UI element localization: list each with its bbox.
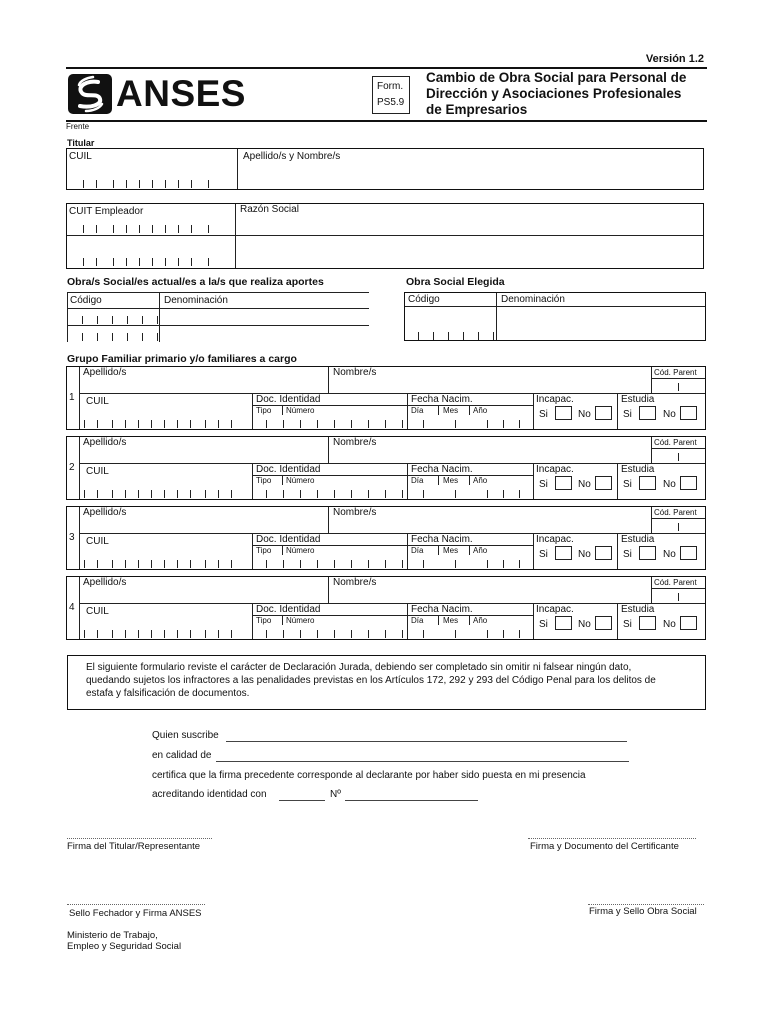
familiar-mes-label: Mes [443,546,459,555]
form-title-line3: de Empresarios [426,102,528,117]
estudia-no-checkbox[interactable] [680,546,697,560]
familiar-cuil-input[interactable] [84,558,232,568]
familiar-apellidos-label: Apellido/s [83,507,127,518]
familiar-numero-label: Número [286,546,315,555]
estudia-no-label: No [663,619,676,630]
familiar-tipo-label: Tipo [256,616,272,625]
familiar-doc-label: Doc. Identidad [256,394,321,405]
ministerio-line1: Ministerio de Trabajo, [67,930,158,941]
familiar-anio-label: Año [473,616,488,625]
familiar-incapac-label: Incapac. [536,604,574,615]
incapac-si-label: Si [539,479,548,490]
familiar-row-number: 2 [69,462,75,473]
form-title-line2: Dirección y Asociaciones Profesionales [426,86,682,101]
cod-parent-input[interactable] [678,523,679,531]
declaracion-box [67,655,706,710]
familiar-cuil-label: CUIL [86,536,109,547]
estudia-si-label: Si [623,409,632,420]
quien-suscribe-field[interactable] [226,741,627,742]
estudia-no-label: No [663,549,676,560]
obra-elegida-heading: Obra Social Elegida [406,276,505,288]
obra-actual-codigo-label: Código [70,295,102,306]
familiar-fecha-label: Fecha Nacim. [411,464,473,475]
familiar-doc-input[interactable] [266,488,403,498]
obra-actual-codigo-input-1[interactable] [82,314,158,324]
familiar-dia-label: Día [411,546,424,555]
familiar-nombres-label: Nombre/s [333,507,377,518]
obra-actual-codigo-input-2[interactable] [82,331,158,341]
firma-titular-label: Firma del Titular/Representante [67,841,201,852]
familiar-fecha-input[interactable] [423,628,520,638]
familiar-cuil-input[interactable] [84,418,232,428]
estudia-no-label: No [663,479,676,490]
titular-heading: Titular [67,138,95,148]
familiar-apellidos-label: Apellido/s [83,437,127,448]
incapac-si-checkbox[interactable] [555,546,572,560]
anses-logo-text: ANSES [116,73,246,114]
familiar-cuil-label: CUIL [86,466,109,477]
familiar-cod-parent-label: Cód. Parent [654,578,697,587]
familiar-mes-label: Mes [443,406,459,415]
familiar-anio-label: Año [473,476,488,485]
cod-parent-input[interactable] [678,453,679,461]
anses-logo-icon [68,74,112,114]
incapac-si-checkbox[interactable] [555,616,572,630]
numero-label: Nº [330,789,341,800]
estudia-no-label: No [663,409,676,420]
incapac-si-label: Si [539,549,548,560]
estudia-no-checkbox[interactable] [680,616,697,630]
cuit-empleador-input[interactable] [83,223,209,233]
familiar-doc-input[interactable] [266,418,403,428]
familiar-cod-parent-label: Cód. Parent [654,438,697,447]
estudia-si-label: Si [623,619,632,630]
estudia-si-checkbox[interactable] [639,616,656,630]
familiar-anio-label: Año [473,546,488,555]
razon-social-label: Razón Social [240,204,299,215]
familiar-fecha-input[interactable] [423,558,520,568]
incapac-si-checkbox[interactable] [555,406,572,420]
familiar-numero-label: Número [286,406,315,415]
familiar-incapac-label: Incapac. [536,464,574,475]
familiar-doc-label: Doc. Identidad [256,464,321,475]
familiar-doc-input[interactable] [266,558,403,568]
estudia-no-checkbox[interactable] [680,476,697,490]
familiar-cuil-label: CUIL [86,396,109,407]
familiar-dia-label: Día [411,406,424,415]
header-bottom-rule [66,120,707,122]
firma-certificante-label: Firma y Documento del Certificante [530,841,679,852]
incapac-no-checkbox[interactable] [595,476,612,490]
familiar-doc-label: Doc. Identidad [256,604,321,615]
estudia-si-checkbox[interactable] [639,476,656,490]
familiar-fecha-label: Fecha Nacim. [411,394,473,405]
estudia-si-label: Si [623,479,632,490]
titular-cuil-label: CUIL [69,151,92,162]
familiar-incapac-label: Incapac. [536,534,574,545]
obra-elegida-codigo-label: Código [408,294,440,305]
obra-actual-denominacion-label: Denominación [164,295,228,306]
familiar-row-number: 4 [69,602,75,613]
familiar-row [66,366,706,430]
incapac-no-label: No [578,409,591,420]
familiar-row [66,436,706,500]
titular-apellido-label: Apellido/s y Nombre/s [243,151,341,162]
familiar-cuil-input[interactable] [84,488,232,498]
familiar-doc-label: Doc. Identidad [256,534,321,545]
quien-suscribe-label: Quien suscribe [152,730,219,741]
familiar-cod-parent-label: Cód. Parent [654,508,697,517]
cuit-empleador-label: CUIT Empleador [69,206,144,217]
incapac-no-label: No [578,479,591,490]
cod-parent-input[interactable] [678,593,679,601]
obra-actual-heading: Obra/s Social/es actual/es a la/s que realiza aportes [67,276,324,288]
incapac-no-checkbox[interactable] [595,616,612,630]
familiar-incapac-label: Incapac. [536,394,574,405]
familiar-row [66,576,706,640]
familiar-apellidos-label: Apellido/s [83,577,127,588]
familiar-tipo-label: Tipo [256,476,272,485]
familiar-cuil-input[interactable] [84,628,232,638]
acreditando-numero-field[interactable] [345,800,478,801]
header-top-rule [66,67,707,69]
familiar-estudia-label: Estudia [621,394,655,405]
estudia-si-checkbox[interactable] [639,406,656,420]
certifica-text: certifica que la firma precedente corresponde al declarante por haber sido puesta en mi presencia [152,770,586,781]
familiar-row [66,506,706,570]
firma-certificante-line[interactable] [528,838,696,839]
familiar-fecha-input[interactable] [423,418,520,428]
incapac-no-label: No [578,549,591,560]
en-calidad-label: en calidad de [152,750,212,761]
declaracion-line2: quedando sujetos los infractores a las penalidades previstas en los Artículos 172, 292 y 293 del Código Penal para los delitos de [86,675,656,686]
familiar-tipo-label: Tipo [256,546,272,555]
incapac-si-label: Si [539,619,548,630]
grupo-familiar-heading: Grupo Familiar primario y/o familiares a cargo [67,353,297,365]
incapac-si-label: Si [539,409,548,420]
acreditando-label: acreditando identidad con [152,789,267,800]
acreditando-tipo-field[interactable] [279,800,325,801]
familiar-nombres-label: Nombre/s [333,437,377,448]
familiar-dia-label: Día [411,476,424,485]
declaracion-line1: El siguiente formulario reviste el carácter de Declaración Jurada, debiendo ser completado sin omitir ni falsear ningún dato, [86,662,632,673]
incapac-no-checkbox[interactable] [595,546,612,560]
familiar-fecha-input[interactable] [423,488,520,498]
familiar-mes-label: Mes [443,476,459,485]
familiar-nombres-label: Nombre/s [333,367,377,378]
familiar-anio-label: Año [473,406,488,415]
familiar-cuil-label: CUIL [86,606,109,617]
en-calidad-field[interactable] [216,761,629,762]
familiar-nombres-label: Nombre/s [333,577,377,588]
form-code-box [372,76,410,114]
obra-elegida-denominacion-label: Denominación [501,294,565,305]
sello-obra-line[interactable] [588,904,704,905]
familiar-row-number: 1 [69,392,75,403]
familiar-estudia-label: Estudia [621,464,655,475]
familiar-cod-parent-label: Cód. Parent [654,368,697,377]
familiar-tipo-label: Tipo [256,406,272,415]
cod-parent-input[interactable] [678,383,679,391]
familiar-estudia-label: Estudia [621,604,655,615]
form-code: PS5.9 [377,97,405,108]
cuit-empleador-input-2[interactable] [83,256,209,266]
ministerio-line2: Empleo y Seguridad Social [67,941,182,952]
version-label: Versión 1.2 [645,53,704,65]
familiar-estudia-label: Estudia [621,534,655,545]
sello-anses-label: Sello Fechador y Firma ANSES [69,908,202,919]
familiar-apellidos-label: Apellido/s [83,367,127,378]
estudia-si-checkbox[interactable] [639,546,656,560]
sello-anses-line[interactable] [67,904,205,905]
side-label: Frente [66,122,90,131]
familiar-dia-label: Día [411,616,424,625]
form-label: Form. [377,81,404,92]
estudia-no-checkbox[interactable] [680,406,697,420]
familiar-fecha-label: Fecha Nacim. [411,604,473,615]
firma-titular-line[interactable] [67,838,212,839]
titular-cuil-input[interactable] [83,178,209,188]
familiar-mes-label: Mes [443,616,459,625]
incapac-no-label: No [578,619,591,630]
obra-elegida-codigo-input[interactable] [418,330,494,340]
familiar-fecha-label: Fecha Nacim. [411,534,473,545]
incapac-si-checkbox[interactable] [555,476,572,490]
declaracion-line3: estafa y falsificación de documentos. [86,688,250,699]
form-title-line1: Cambio de Obra Social para Personal de [426,70,687,85]
familiar-row-number: 3 [69,532,75,543]
sello-obra-label: Firma y Sello Obra Social [589,906,697,917]
familiar-numero-label: Número [286,476,315,485]
familiar-doc-input[interactable] [266,628,403,638]
estudia-si-label: Si [623,549,632,560]
familiar-numero-label: Número [286,616,315,625]
incapac-no-checkbox[interactable] [595,406,612,420]
